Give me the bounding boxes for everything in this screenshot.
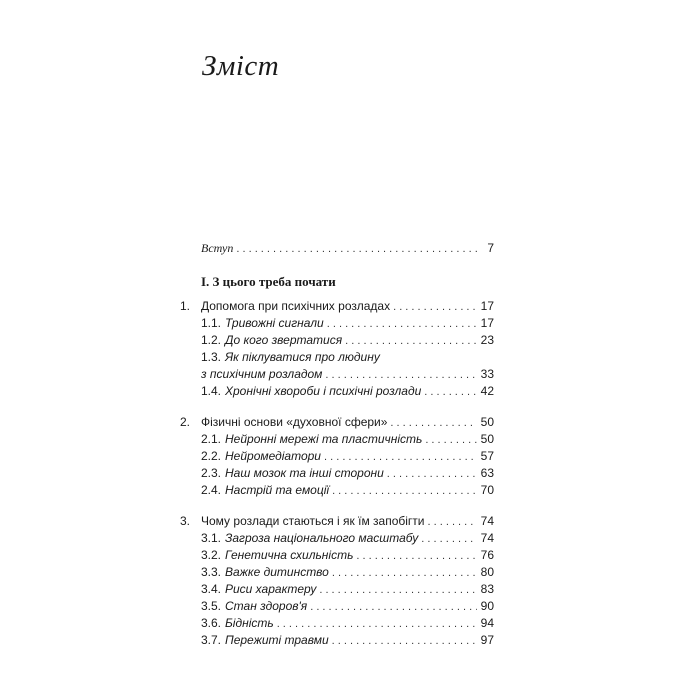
toc-subentry[interactable]: [180, 332, 494, 349]
page-title: Зміст: [202, 50, 280, 82]
toc-page-number: 42: [480, 384, 494, 398]
toc-page-number: 74: [480, 531, 494, 545]
toc-page-number: 90: [480, 599, 494, 613]
toc-entry-number: 3.: [180, 514, 191, 528]
toc-entry-label: Стан здоров'я: [225, 599, 308, 613]
toc-entry-number: 3.7.: [201, 633, 222, 647]
toc-entry-label: Вступ: [201, 241, 234, 255]
toc-entry-number: 3.6.: [201, 616, 222, 630]
section-heading: I. З цього треба почати: [201, 274, 336, 289]
toc-entry-label: Тривожні сигнали: [225, 316, 324, 330]
toc-chapter-entry[interactable]: [180, 298, 494, 315]
toc-subentry[interactable]: [180, 581, 494, 598]
dot-leader: [393, 300, 477, 315]
table-of-contents: [180, 240, 494, 649]
toc-subentry-continuation[interactable]: [180, 366, 494, 383]
toc-entry-number: 2.: [180, 415, 191, 429]
toc-entry-number: 3.2.: [201, 548, 222, 562]
toc-subentry[interactable]: [180, 564, 494, 581]
toc-entry-label: Загроза національного масштабу: [225, 531, 419, 545]
toc-page-number: 63: [480, 466, 494, 480]
toc-subentry[interactable]: [180, 431, 494, 448]
toc-entry-number: 1.3.: [201, 350, 222, 364]
dot-leader: [319, 583, 477, 598]
dot-leader: [356, 549, 477, 564]
dot-leader: [428, 515, 478, 530]
toc-page-number: 17: [480, 316, 494, 330]
toc-entry-label: Бідність: [225, 616, 274, 630]
chapter-block: [180, 513, 494, 649]
toc-entry-label: Генетична схильність: [225, 548, 354, 562]
toc-subentry[interactable]: [180, 349, 494, 366]
toc-entry-label: Настрій та емоції: [225, 483, 330, 497]
toc-subentry[interactable]: [180, 598, 494, 615]
toc-entry-label: Допомога при психічних розладах: [201, 299, 391, 313]
toc-entry-label: Хронічні хвороби і психічні розлади: [225, 384, 422, 398]
toc-page-number: 33: [480, 367, 494, 381]
toc-entry-label: Як піклуватися про людину: [225, 350, 380, 364]
chapter-list: [180, 298, 494, 649]
toc-entry-number: 1.2.: [201, 333, 222, 347]
toc-entry-number: 2.3.: [201, 466, 222, 480]
toc-entry-label: Пережиті травми: [225, 633, 329, 647]
toc-page-number: 80: [480, 565, 494, 579]
dot-leader: [390, 416, 477, 431]
toc-entry-label: з психічним розладом: [201, 367, 323, 381]
toc-page-number: 50: [480, 432, 494, 446]
dot-leader: [425, 433, 477, 448]
dot-leader: [327, 317, 477, 332]
dot-leader: [310, 600, 477, 615]
toc-entry-label: Фізичні основи «духовної сфери»: [201, 415, 388, 429]
toc-subentry[interactable]: [180, 632, 494, 649]
toc-entry-label: Важке дитинство: [225, 565, 329, 579]
toc-page-number: 17: [480, 299, 494, 313]
toc-entry-number: 2.4.: [201, 483, 222, 497]
toc-entry-number: 3.5.: [201, 599, 222, 613]
dot-leader: [332, 566, 477, 581]
dot-leader: [345, 334, 477, 349]
dot-leader: [421, 532, 477, 547]
toc-entry-number: 2.2.: [201, 449, 222, 463]
toc-entry-label: Нейронні мережі та пластичність: [225, 432, 423, 446]
toc-entry-label: До кого звертатися: [225, 333, 343, 347]
toc-page-number: 74: [480, 514, 494, 528]
dot-leader: [236, 242, 477, 257]
toc-entry-number: 2.1.: [201, 432, 222, 446]
toc-subentry[interactable]: [180, 615, 494, 632]
toc-subentry[interactable]: [180, 465, 494, 482]
toc-entry-number: 3.4.: [201, 582, 222, 596]
toc-page-number: 94: [480, 616, 494, 630]
toc-page-number: 83: [480, 582, 494, 596]
dot-leader: [332, 484, 477, 499]
toc-entry-label: Нейромедіатори: [225, 449, 321, 463]
toc-page-number: 7: [487, 241, 494, 255]
toc-page-number: 76: [480, 548, 494, 562]
toc-entry-number: 1.1.: [201, 316, 222, 330]
toc-entry-intro[interactable]: [201, 240, 494, 257]
toc-entry-number: 3.1.: [201, 531, 222, 545]
toc-entry-number: 1.: [180, 299, 191, 313]
toc-page-number: 70: [480, 483, 494, 497]
toc-subentry[interactable]: [180, 482, 494, 499]
toc-page-number: 23: [480, 333, 494, 347]
toc-page-number: 57: [480, 449, 494, 463]
toc-page-number: 50: [480, 415, 494, 429]
toc-entry-number: 3.3.: [201, 565, 222, 579]
toc-subentry[interactable]: [180, 315, 494, 332]
toc-entry-label: Риси характеру: [225, 582, 317, 596]
toc-entry-label: Наш мозок та інші сторони: [225, 466, 384, 480]
toc-subentry[interactable]: [180, 530, 494, 547]
dot-leader: [325, 368, 477, 383]
toc-subentry[interactable]: [180, 547, 494, 564]
dot-leader: [332, 634, 477, 649]
toc-chapter-entry[interactable]: [180, 414, 494, 431]
toc-page-number: 97: [480, 633, 494, 647]
dot-leader: [387, 467, 477, 482]
dot-leader: [324, 450, 477, 465]
toc-chapter-entry[interactable]: [180, 513, 494, 530]
toc-subentry[interactable]: [180, 448, 494, 465]
dot-leader: [424, 385, 477, 400]
chapter-block: [180, 414, 494, 499]
chapter-block: [180, 298, 494, 400]
toc-subentry[interactable]: [180, 383, 494, 400]
dot-leader: [277, 617, 477, 632]
toc-entry-label: Чому розлади стаються і як їм запобігти: [201, 514, 425, 528]
toc-entry-number: 1.4.: [201, 384, 222, 398]
